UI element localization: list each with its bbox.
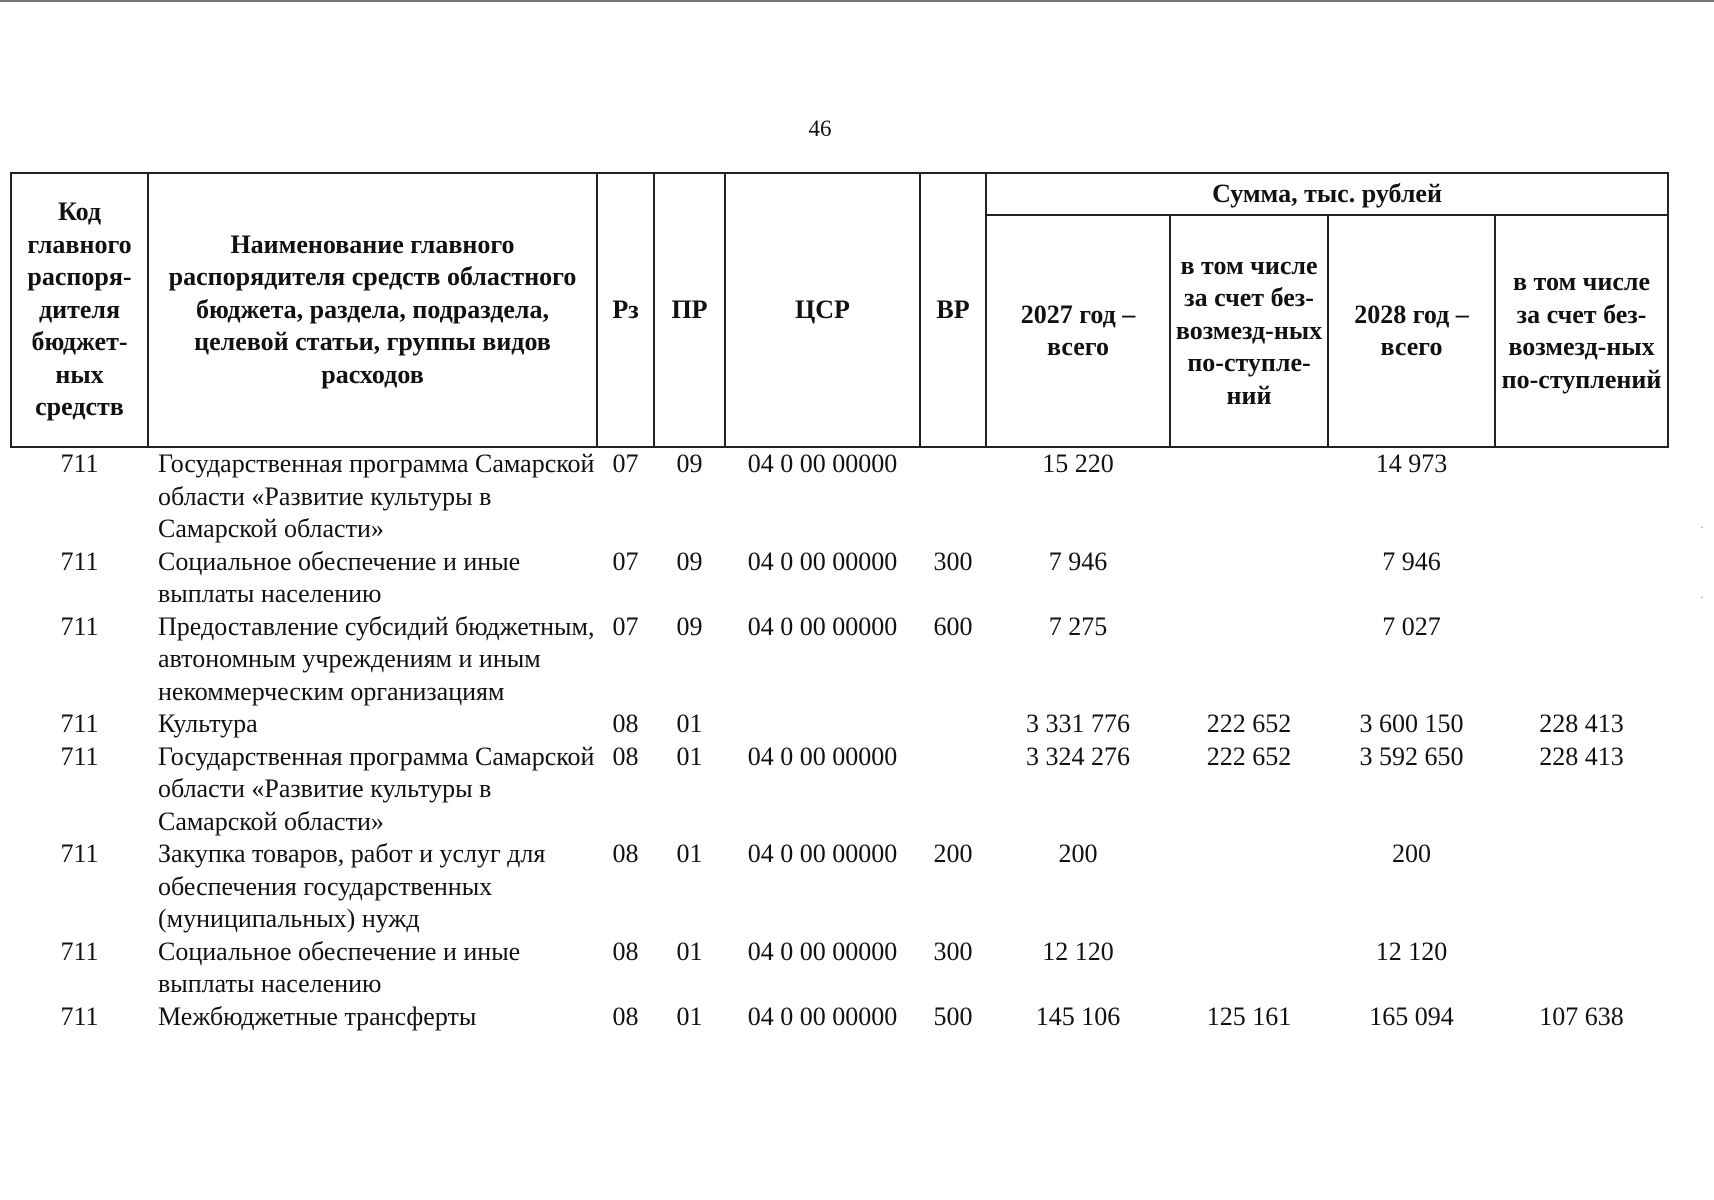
- row-rz: 08: [612, 741, 639, 771]
- row-2028-incl: 228 413: [1539, 709, 1624, 738]
- row-2028-incl: [1495, 546, 1668, 611]
- header-2027-total: 2027 год – всего: [986, 215, 1170, 447]
- row-rz: 08: [612, 709, 639, 738]
- row-vr: [920, 741, 986, 839]
- table-body: [11, 447, 1668, 1033]
- row-2028-total: 3 600 150: [1359, 709, 1464, 738]
- row-vr: [920, 708, 986, 741]
- table-row: [11, 838, 1668, 936]
- header-2027-incl: в том числе за счет без-возмезд-ных по-ступле-ний: [1170, 215, 1328, 447]
- row-2027-incl: 222 652: [1206, 709, 1292, 738]
- row-code: 711: [60, 839, 99, 868]
- row-csr: 04 0 00 00000: [747, 839, 898, 868]
- row-code: 711: [60, 546, 99, 576]
- header-2028-total: 2028 год – всего: [1328, 215, 1495, 447]
- row-csr: 04 0 00 00000: [747, 741, 898, 771]
- row-csr: [725, 708, 920, 741]
- row-2028-incl: [1495, 611, 1668, 709]
- row-2028-total: 12 120: [1375, 936, 1448, 966]
- row-code: 711: [60, 611, 99, 641]
- row-2027-total: 7 946: [1048, 546, 1108, 576]
- row-2028-total: 3 592 650: [1359, 741, 1464, 771]
- row-vr: 200: [933, 839, 973, 868]
- row-2028-incl: [1495, 936, 1668, 1001]
- scan-speck: ·: [1700, 590, 1704, 604]
- header-vr: ВР: [920, 173, 986, 447]
- row-rz: 07: [612, 449, 639, 478]
- row-vr: 600: [933, 611, 973, 641]
- page-number: 46: [808, 116, 832, 141]
- row-2027-incl: [1170, 447, 1328, 546]
- row-2027-total: 12 120: [1042, 936, 1114, 966]
- row-2027-total: 3 331 776: [1026, 709, 1130, 738]
- row-2027-total: 7 275: [1048, 611, 1108, 641]
- row-code: 711: [60, 936, 99, 966]
- row-2027-total: 3 324 276: [1026, 741, 1130, 771]
- row-csr: 04 0 00 00000: [747, 611, 898, 641]
- row-vr: 300: [933, 936, 973, 966]
- header-rz: Рз: [597, 173, 654, 447]
- row-2028-incl: 228 413: [1539, 741, 1624, 771]
- budget-table: [10, 172, 1669, 1033]
- row-code: 711: [60, 741, 99, 771]
- row-2028-total: 200: [1392, 839, 1431, 868]
- table-row: [11, 936, 1668, 1001]
- row-name: Государственная программа Самарской области «Развитие культуры в Самарской области»: [158, 741, 595, 836]
- table-row: [11, 708, 1668, 741]
- row-2028-incl: 107 638: [1539, 1001, 1624, 1031]
- row-code: 711: [60, 709, 99, 738]
- row-code: 711: [60, 449, 99, 478]
- row-pr: 01: [676, 1001, 703, 1031]
- row-name: Предоставление субсидий бюджетным, автономным учреждениям и иным некоммерческим организациям: [158, 611, 595, 706]
- row-vr: [920, 447, 986, 546]
- row-rz: 07: [612, 546, 639, 576]
- row-vr: 300: [933, 546, 973, 576]
- row-2027-incl: [1170, 611, 1328, 709]
- row-2027-incl: 125 161: [1206, 1001, 1292, 1031]
- row-2027-incl: [1170, 838, 1328, 936]
- table-row: [11, 611, 1668, 709]
- row-2027-incl: 222 652: [1206, 741, 1292, 771]
- row-name: Государственная программа Самарской области «Развитие культуры в Самарской области»: [158, 449, 595, 543]
- row-rz: 08: [612, 839, 639, 868]
- row-2028-total: 14 973: [1375, 449, 1448, 478]
- row-code: 711: [60, 1001, 99, 1031]
- header-code: Код главного распоря-дителя бюджет-ных средств: [11, 173, 148, 447]
- table-row: [11, 1001, 1668, 1034]
- row-rz: 07: [612, 611, 639, 641]
- header-name: Наименование главного распорядителя средств областного бюджета, раздела, подраздела, целевой статьи, группы видов расходов: [148, 173, 597, 447]
- header-sum: Сумма, тыс. рублей: [986, 173, 1668, 215]
- row-2028-incl: [1495, 447, 1668, 546]
- row-pr: 09: [676, 611, 703, 641]
- row-name: Закупка товаров, работ и услуг для обеспечения государственных (муниципальных) нужд: [158, 839, 546, 933]
- row-2027-incl: [1170, 546, 1328, 611]
- row-pr: 01: [676, 741, 703, 771]
- row-pr: 01: [676, 936, 703, 966]
- top-border-line: [0, 0, 1714, 2]
- row-2027-total: 145 106: [1035, 1001, 1121, 1031]
- row-2027-incl: [1170, 936, 1328, 1001]
- row-pr: 01: [676, 709, 703, 738]
- row-name: Культура: [158, 709, 258, 738]
- row-2027-total: 200: [1058, 839, 1098, 868]
- table-row: [11, 447, 1668, 546]
- row-2028-total: 165 094: [1369, 1001, 1454, 1031]
- row-pr: 09: [676, 449, 703, 478]
- row-pr: 01: [676, 839, 703, 868]
- row-rz: 08: [612, 1001, 639, 1031]
- header-csr: ЦСР: [725, 173, 920, 447]
- scan-speck: ·: [1700, 520, 1704, 534]
- row-csr: 04 0 00 00000: [747, 546, 898, 576]
- row-vr: 500: [933, 1001, 973, 1031]
- table-row: [11, 741, 1668, 839]
- row-2028-incl: [1495, 838, 1668, 936]
- row-csr: 04 0 00 00000: [747, 936, 898, 966]
- table-row: [11, 546, 1668, 611]
- row-csr: 04 0 00 00000: [747, 1001, 898, 1031]
- row-2027-total: 15 220: [1042, 449, 1114, 478]
- row-csr: 04 0 00 00000: [747, 449, 898, 478]
- row-name: Межбюджетные трансферты: [158, 1001, 477, 1031]
- row-rz: 08: [612, 936, 639, 966]
- row-pr: 09: [676, 546, 703, 576]
- header-2028-incl: в том числе за счет без-возмезд-ных по-ступлений: [1495, 215, 1668, 447]
- table-header: [11, 173, 1668, 447]
- row-2028-total: 7 027: [1382, 611, 1441, 641]
- row-name: Социальное обеспечение и иные выплаты населению: [158, 546, 521, 608]
- header-pr: ПР: [654, 173, 725, 447]
- row-2028-total: 7 946: [1382, 546, 1441, 576]
- row-name: Социальное обеспечение и иные выплаты населению: [158, 936, 521, 998]
